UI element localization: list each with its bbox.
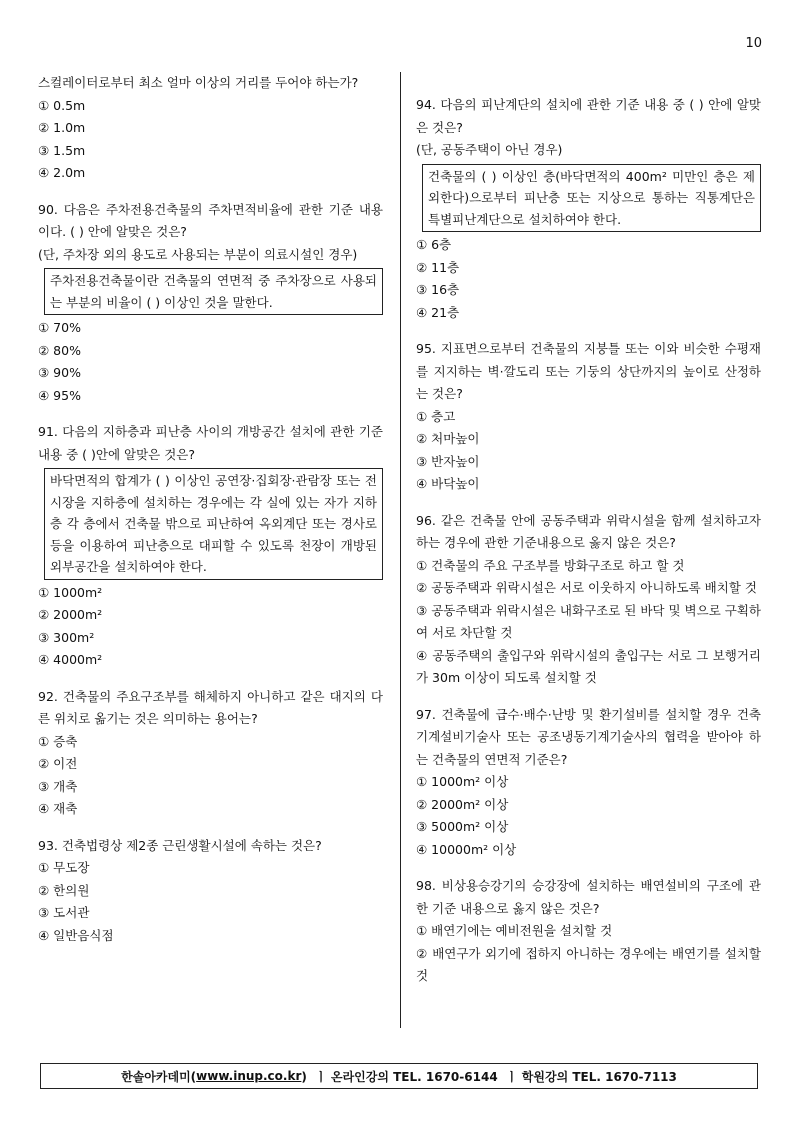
option-1: ① 건축물의 주요 구조부를 방화구조로 하고 할 것 — [416, 557, 685, 573]
option-4: ④ 2.0m — [38, 165, 86, 180]
question-text: 95. 지표면으로부터 건축물의 지붕틀 또는 이와 비슷한 수평재를 지지하는 벽·깔도리 또는 기둥의 상단까지의 높이로 산정하는 것은? — [416, 341, 761, 401]
option-1: ① 70% — [38, 320, 81, 335]
question-text: 91. 다음의 지하층과 피난층 사이의 개방공간 설치에 관한 기준 내용 중 ( )안에 알맞은 것은? — [38, 424, 383, 462]
option-2: ② 배연구가 외기에 접하지 아니하는 경우에는 배연기를 설치할 것 — [416, 945, 761, 983]
option-1: ① 무도장 — [38, 860, 90, 875]
question-94 — [416, 94, 761, 324]
question-box: 주차전용건축물이란 건축물의 연면적 중 주차장으로 사용되는 부분의 비율이 ( ) 이상인 것을 말한다. — [44, 268, 383, 315]
footer-website-link[interactable]: www.inup.co.kr — [196, 1069, 302, 1083]
option-3: ③ 300m² — [38, 629, 95, 645]
option-2: ② 공동주택과 위락시설은 서로 이웃하지 아니하도록 배치할 것 — [416, 580, 757, 595]
question-98 — [416, 875, 761, 988]
option-1: ① 층고 — [416, 408, 456, 424]
question-note: (단, 주차장 외의 용도로 사용되는 부분이 의료시설인 경우) — [38, 246, 358, 262]
question-text: 93. 건축법령상 제2종 근린생활시설에 속하는 것은? — [38, 837, 322, 853]
question-90 — [38, 199, 383, 408]
option-2: ② 2000m² 이상 — [416, 796, 509, 812]
option-2: ② 80% — [38, 342, 81, 358]
question-text: 94. 다음의 피난계단의 설치에 관한 기준 내용 중 ( ) 안에 알맞은 것은? — [416, 97, 761, 135]
right-column — [416, 94, 761, 988]
question-text: 스컬레이터로부터 최소 얼마 이상의 거리를 두어야 하는가? — [38, 75, 359, 90]
question-text: 97. 건축물에 급수·배수·난방 및 환기설비를 설치할 경우 건축기계설비기술사 또는 공조냉동기계기술사의 협력을 받아야 하는 건축물의 연면적 기준은? — [416, 706, 761, 767]
option-4: ④ 4000m² — [38, 652, 103, 667]
question-box: 건축물의 ( ) 이상인 층(바닥면적의 400m² 미만인 층은 제외한다)으로부터 피난층 또는 지상으로 통하는 직통계단은 특별피난계단으로 설치하여야 한다. — [422, 164, 761, 233]
question-text: 92. 건축물의 주요구조부를 해체하지 아니하고 같은 대지의 다른 위치로 옮기는 것은 의미하는 용어는? — [38, 688, 383, 726]
question-96 — [416, 510, 761, 690]
question-91 — [38, 421, 383, 672]
option-2: ② 11층 — [416, 259, 460, 275]
option-4: ④ 재축 — [38, 801, 78, 816]
option-1: ① 증축 — [38, 733, 78, 749]
option-1: ① 6층 — [416, 237, 452, 252]
question-92 — [38, 686, 383, 821]
option-4: ④ 21층 — [416, 304, 460, 320]
page-number: 10 — [745, 36, 762, 51]
option-2: ② 이전 — [38, 756, 78, 771]
option-3: ③ 공동주택과 위락시설은 내화구조로 된 바닥 및 벽으로 구획하여 서로 차단할 것 — [416, 602, 761, 640]
question-text: 96. 같은 건축물 안에 공동주택과 위락시설을 함께 설치하고자 하는 경우에 관한 기준내용으로 옳지 않은 것은? — [416, 512, 761, 550]
question-text: 98. 비상용승강기의 승강장에 설치하는 배연설비의 구조에 관한 기준 내용으로 옳지 않은 것은? — [416, 878, 761, 916]
option-3: ③ 도서관 — [38, 905, 90, 920]
option-4: ④ 바닥높이 — [416, 476, 480, 491]
option-2: ② 처마높이 — [416, 431, 480, 446]
option-1: ① 0.5m — [38, 97, 86, 113]
question-95 — [416, 338, 761, 496]
footer-contact: ) ㅣ 온라인강의 TEL. 1670-6144 ㅣ 학원강의 TEL. 1670-7113 — [301, 1069, 677, 1084]
footer-banner — [40, 1063, 758, 1089]
column-divider — [400, 72, 401, 1028]
option-3: ③ 반자높이 — [416, 453, 480, 469]
option-3: ③ 90% — [38, 365, 81, 380]
left-column — [38, 72, 383, 947]
question-text: 90. 다음은 주차전용건축물의 주차면적비율에 관한 기준 내용이다. ( ) 안에 알맞은 것은? — [38, 201, 383, 239]
option-2: ② 1.0m — [38, 120, 86, 135]
question-note: (단, 공동주택이 아닌 경우) — [416, 142, 563, 157]
option-3: ③ 5000m² 이상 — [416, 819, 509, 834]
option-1: ① 1000m² — [38, 584, 103, 600]
question-89 — [38, 72, 383, 185]
option-3: ③ 개축 — [38, 778, 78, 794]
option-1: ① 1000m² 이상 — [416, 774, 509, 789]
option-4: ④ 공동주택의 출입구와 위락시설의 출입구는 서로 그 보행거리가 30m 이상이 되도록 설치할 것 — [416, 647, 761, 685]
option-4: ④ 95% — [38, 387, 81, 403]
option-3: ③ 16층 — [416, 282, 460, 297]
question-box: 바닥면적의 합계가 ( ) 이상인 공연장·집회장·관람장 또는 전시장을 지하층에 설치하는 경우에는 각 실에 있는 자가 지하층 각 층에서 건축물 밖으로 피난하여 옥외계단 또는 경사로 등을 이용하여 피난층으로 대피할 수 있도록 천장이 개방된 외부공간을 설치하여야 한다. — [44, 468, 383, 580]
option-4: ④ 일반음식점 — [38, 927, 114, 943]
footer-academy: 한솔아카데미( — [121, 1069, 197, 1084]
option-2: ② 한의원 — [38, 882, 90, 898]
option-2: ② 2000m² — [38, 607, 103, 622]
option-4: ④ 10000m² 이상 — [416, 841, 517, 857]
question-93 — [38, 835, 383, 948]
option-1: ① 배연기에는 예비전원을 설치할 것 — [416, 923, 613, 938]
question-97 — [416, 704, 761, 862]
option-3: ③ 1.5m — [38, 142, 86, 158]
